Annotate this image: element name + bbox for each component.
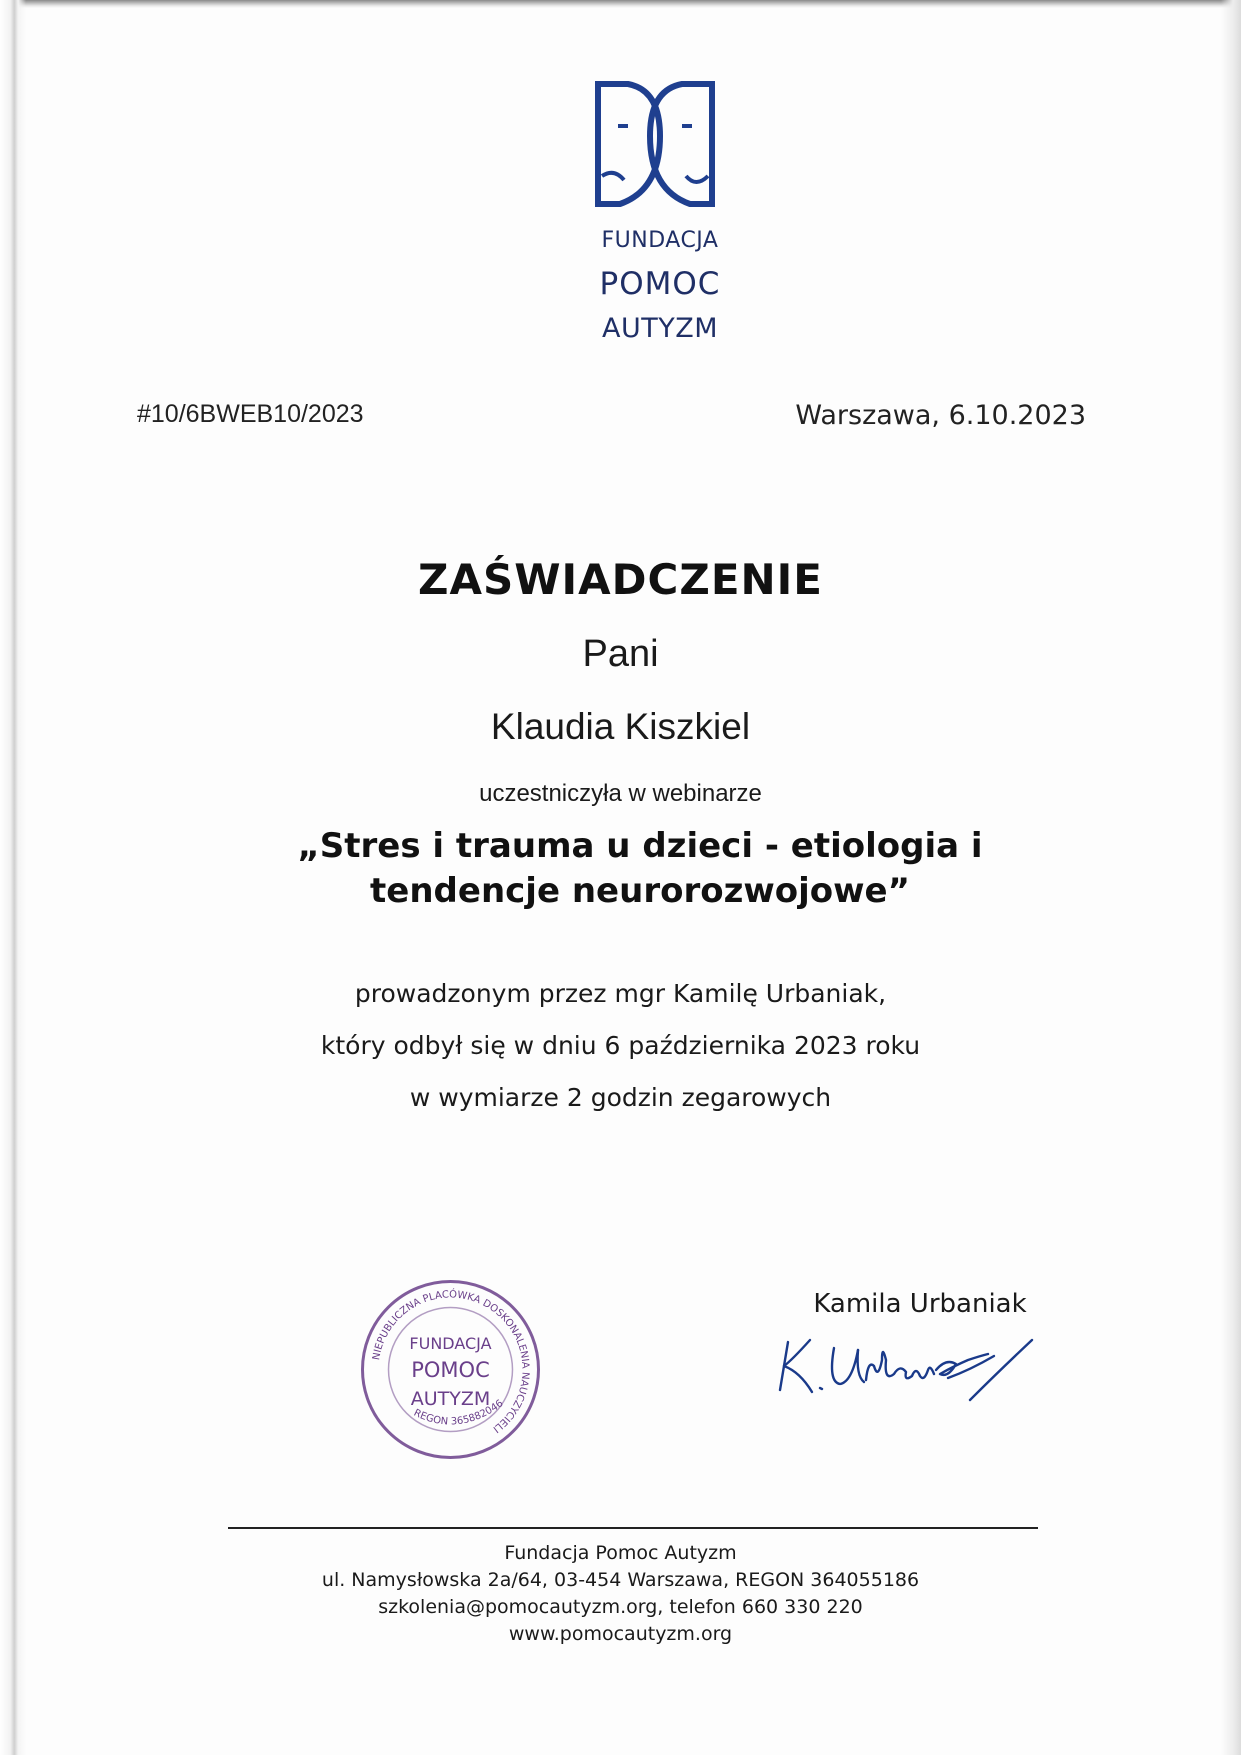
signer-name: Kamila Urbaniak xyxy=(813,1289,1027,1319)
participated-text: uczestniczyła w webinarze xyxy=(479,780,762,807)
footer-address: ul. Namysłowska 2a/64, 03-454 Warszawa, REGON 364055186 xyxy=(321,1569,920,1591)
document-title: ZAŚWIADCZENIE xyxy=(418,555,823,604)
footer-organization: Fundacja Pomoc Autyzm xyxy=(504,1542,737,1564)
stamp-line1: FUNDACJA xyxy=(409,1334,492,1353)
two-faces-masks-icon xyxy=(590,80,720,208)
place-date: Warszawa, 6.10.2023 xyxy=(795,400,1086,431)
scan-edge-top xyxy=(0,0,1241,8)
detail-line-duration: w wymiarze 2 godzin zegarowych xyxy=(409,1083,832,1112)
foundation-stamp xyxy=(358,1277,543,1462)
foundation-name-line2: POMOC xyxy=(599,266,721,302)
stamp-ring-text: NIEPUBLICZNA PLACÓWKA DOSKONALENIA NAUCZYCIELI xyxy=(371,1289,531,1435)
foundation-name-line1: FUNDACJA xyxy=(601,228,719,253)
footer-website: www.pomocautyzm.org xyxy=(508,1623,733,1645)
stamp-line2: POMOC xyxy=(411,1358,490,1382)
scan-edge-left xyxy=(0,0,26,1755)
salutation: Pani xyxy=(582,633,659,675)
handwritten-signature xyxy=(770,1320,1040,1410)
webinar-title: „Stres i trauma u dzieci - etiologia i tendencje neurorozwojowe” xyxy=(297,826,983,911)
webinar-details xyxy=(0,968,1241,1124)
footer xyxy=(0,1540,1241,1648)
footer-divider xyxy=(228,1527,1038,1529)
reference-number: #10/6BWEB10/2023 xyxy=(137,400,364,428)
foundation-name xyxy=(555,222,765,350)
stamp-regon-text: REGON 365882046 xyxy=(411,1398,506,1428)
foundation-name-line3: AUTYZM xyxy=(601,313,718,344)
detail-line-instructor: prowadzonym przez mgr Kamilę Urbaniak, xyxy=(354,979,887,1008)
recipient-name: Klaudia Kiszkiel xyxy=(490,706,751,747)
scan-edge-right xyxy=(1221,0,1241,1755)
stamp-line3: AUTYZM xyxy=(410,1388,491,1410)
detail-line-date: który odbył się w dniu 6 października 2023 roku xyxy=(320,1031,921,1060)
footer-contact: szkolenia@pomocautyzm.org, telefon 660 330 220 xyxy=(378,1596,863,1618)
